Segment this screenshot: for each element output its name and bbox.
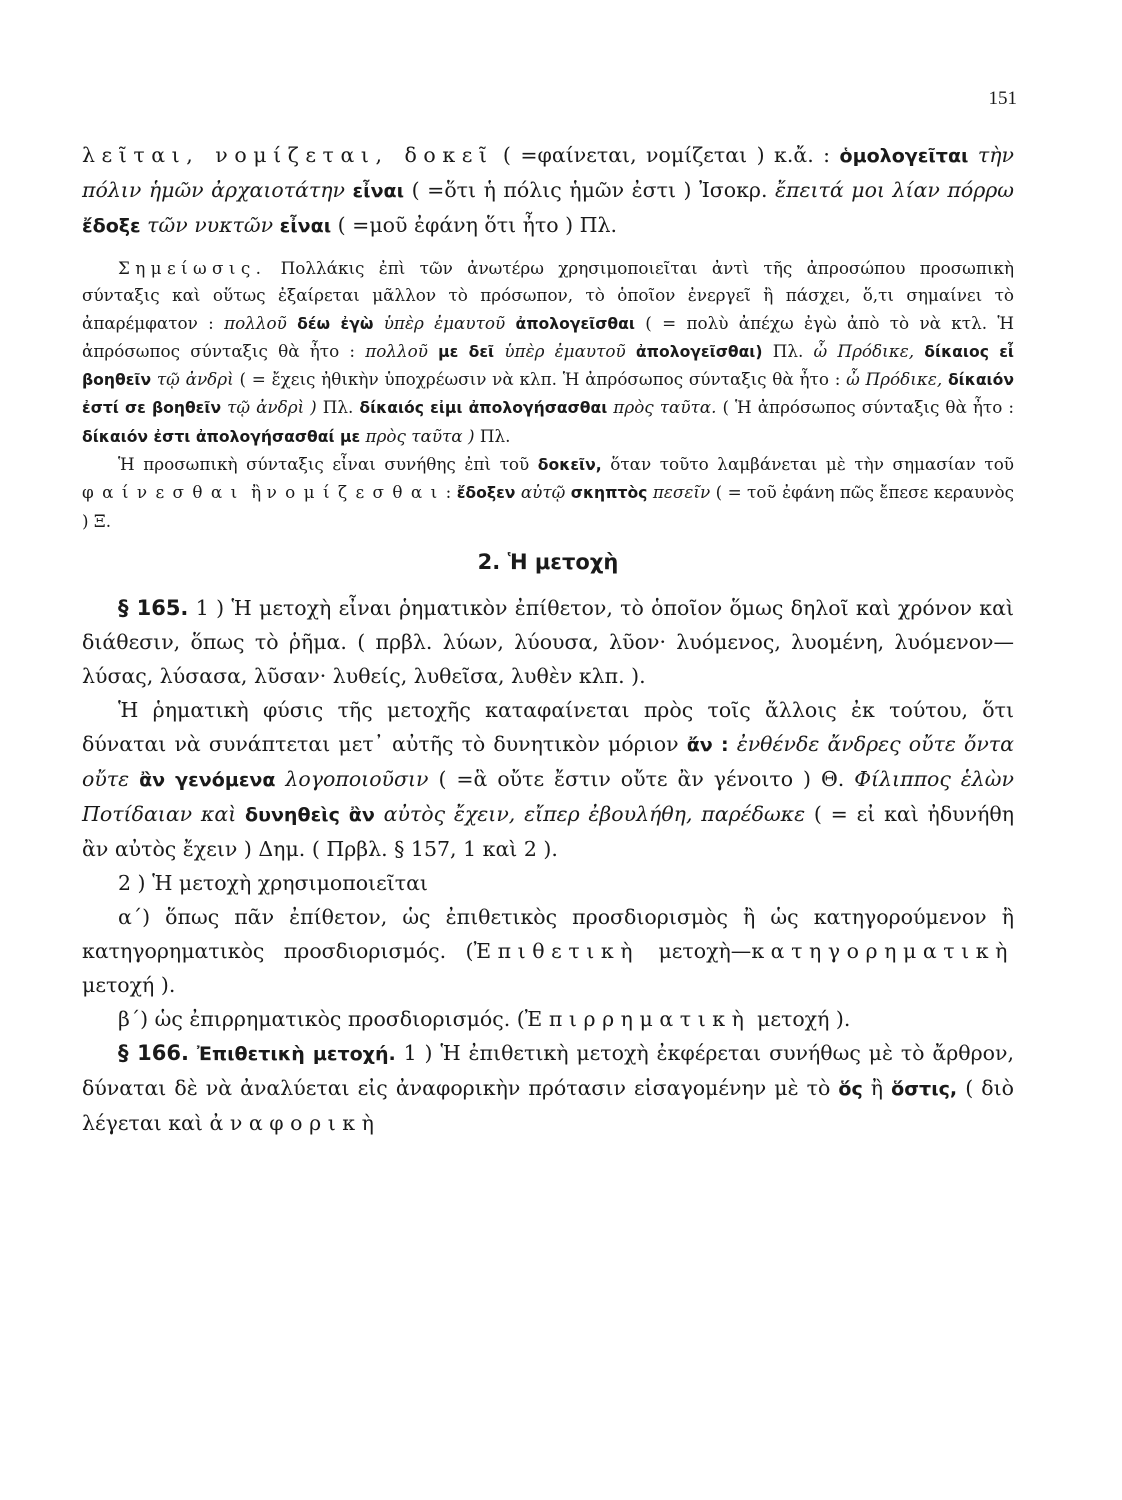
spaced-text: νομίζεσθαι xyxy=(266,482,446,503)
bold-text: ἀπολογεῖσθαι xyxy=(515,314,635,333)
text: 1 ) Ἡ μετοχὴ εἶναι ῥηματικὸν ἐπίθετον, τὸ ὁποῖον ὅμως δηλοῖ καὶ χρόνον καὶ διάθεσιν, ὅπως τὸ ῥῆμα. ( πρβλ. λύων, λύουσα, λῦον· λυόμενος, λυομένη, λυόμενον—λύσας, λύσασα, λῦσαν· λυθείς, λυθεῖσα, λυθὲν κλπ. ). xyxy=(82,595,1015,688)
spaced-text: ἀναφορικὴ xyxy=(209,1110,381,1135)
bold-text: εἶναι xyxy=(352,180,405,202)
spaced-text: λεῖται, νομίζεται, δοκεῖ xyxy=(82,143,494,167)
text: μετοχή ). xyxy=(82,972,176,997)
bold-text: δίκαιόν ἐστι ἀπολογήσασθαί με xyxy=(82,427,361,446)
italic-text: τῷ ἀνδρὶ xyxy=(151,369,234,390)
bold-text: δοκεῖν, xyxy=(537,456,602,475)
bold-text: δίκαιος εἶ βοηθεῖν xyxy=(82,342,1015,390)
text: Πλ. xyxy=(762,340,814,361)
text: β΄) ὡς ἐπιρρηματικὸς προσδιορισμός. ( xyxy=(118,1006,525,1031)
text: ( =ὅτι ἡ πόλις ἡμῶν ἐστι ) Ἰσοκρ. xyxy=(404,178,776,202)
spaced-text: κατηγορηματικὴ xyxy=(751,938,1014,963)
text: Πλ. xyxy=(316,397,360,418)
bold-text: ἀπολογεῖσθαι) xyxy=(635,342,763,361)
spacer xyxy=(82,243,1014,255)
text: ( =ἃ οὔτε ἔστιν οὔτε ἂν γένοιτο ) Θ. xyxy=(428,766,855,791)
text: ( Ἡ ἀπρόσωπος σύνταξις θὰ ἦτο : xyxy=(716,397,1014,418)
text: ( = τοῦ ἐφάνη πῶς ἔπεσε κεραυνὸς ) Ξ. xyxy=(82,482,1014,531)
italic-text: αὐτῷ xyxy=(515,482,571,503)
bold-text: ἄν : xyxy=(686,733,729,756)
italic-text: ἔπειτά μοι λίαν πόρρω xyxy=(775,178,1015,202)
bold-text: ἔδοξε xyxy=(82,215,141,237)
bold-text: δίκαιόν ἐστί σε βοηθεῖν xyxy=(82,371,1014,418)
italic-text: πολλοῦ xyxy=(365,340,439,361)
text: Πολλάκις ἐπὶ τῶν ἀνωτέρω χρησιμοποιεῖται ἀντὶ τῆς ἀπροσώπου προσωπικὴ σύνταξις καὶ οὕτως ἐξαίρεται μᾶλλον τὸ πρόσωπον, τὸ ὁποῖον ἐνεργεῖ ἢ πάσχει, ὅ,τι σημαίνει τὸ ἀπαρέμφατον : xyxy=(82,258,1014,333)
spaced-text: Ἐπιρρηματικὴ xyxy=(524,1006,751,1031)
bold-text: ὅς xyxy=(838,1077,863,1100)
section-165-paragraph xyxy=(82,591,1014,693)
text: μετοχή ). xyxy=(750,1006,851,1031)
text: Ἡ ῥηματικὴ φύσις τῆς μετοχῆς καταφαίνεται πρὸς τοῖς ἄλλοις ἐκ τούτου, ὅτι δύναται νὰ συνάπτεται μετ᾽ αὐτῆς τὸ δυνητικὸν μόριον xyxy=(82,697,1014,756)
text: ( =φαίνεται, νομίζεται ) κ.ἄ. : xyxy=(493,143,840,167)
note-label: Σημείωσις. xyxy=(118,258,267,278)
text: ( = ἔχεις ἠθικὴν ὑποχρέωσιν νὰ κλπ. Ἡ ἀπρόσωπος σύνταξις θὰ ἦτο : xyxy=(233,369,847,390)
bold-text: ἔδοξεν xyxy=(456,484,516,503)
text: α΄) ὅπως πᾶν ἐπίθετον, ὡς ἐπιθετικὸς προσδιορισμὸς ἢ ὡς κατηγορούμενον ἢ κατηγορηματικὸς προσδιορισμός. ( xyxy=(82,904,1014,963)
text: μετοχὴ— xyxy=(639,938,752,963)
text: ἢ xyxy=(862,1075,892,1100)
section-165-item-a xyxy=(82,900,1014,1002)
italic-text: Φίλιππος ἑλὼν Ποτίδαιαν καὶ xyxy=(82,766,1014,826)
bold-text: δίκαιός εἰμι ἀπολογήσασθαι xyxy=(359,399,608,418)
italic-text: πεσεῖν xyxy=(647,482,711,503)
italic-text: ἐνθένδε ἄνδρες οὔτε ὄντα οὔτε xyxy=(82,731,1014,791)
section-165-paragraph-3: 2 ) Ἡ μετοχὴ χρησιμοποιεῖται xyxy=(118,870,428,895)
bold-text: δυνηθεὶς ἂν xyxy=(245,803,375,826)
text: ( =μοῦ ἐφάνη ὅτι ἦτο ) Πλ. xyxy=(331,213,618,237)
bold-text: Ἐπιθετικὴ μετοχή. xyxy=(188,1042,396,1065)
bold-text: ἂν γενόμενα xyxy=(139,768,276,791)
spaced-text: Ἐπιθετικὴ xyxy=(473,938,640,963)
section-heading: 2. Ἡ μετοχὴ xyxy=(477,549,619,574)
text: Πλ. xyxy=(474,425,511,446)
text: ( = πολὺ ἀπέχω ἐγὼ ἀπὸ τὸ νὰ κτλ. Ἡ ἀπρόσωπος σύνταξις θὰ ἦτο : xyxy=(82,312,1015,361)
page-number: 151 xyxy=(988,88,1017,109)
bold-text: ὁμολογεῖται xyxy=(839,145,969,167)
italic-text: ὑπὲρ ἐμαυτοῦ xyxy=(373,312,516,333)
paragraph-impersonal-verbs xyxy=(82,138,1014,243)
text: ἢ xyxy=(245,482,267,503)
section-165-paragraph-2 xyxy=(82,693,1014,866)
section-165-item-b xyxy=(82,1002,1014,1036)
text: Ἡ προσωπικὴ σύνταξις εἶναι συνήθης ἐπὶ τοῦ xyxy=(118,454,538,475)
italic-text: λογοποιοῦσιν xyxy=(275,766,429,791)
section-number: § 166. xyxy=(118,1040,189,1065)
italic-text: τὴν πόλιν ἡμῶν ἀρχαιοτάτην xyxy=(82,143,1015,202)
italic-text: πρὸς ταῦτα ) xyxy=(360,425,475,446)
note-paragraph-2 xyxy=(82,451,1014,535)
bold-text: ὅστις, xyxy=(891,1077,958,1100)
text: ὅταν τοῦτο λαμβάνεται μὲ τὴν σημασίαν τοῦ xyxy=(601,454,1014,475)
bold-text: εἶναι xyxy=(279,215,332,237)
italic-text: πολλοῦ xyxy=(224,312,298,333)
text: 1 ) Ἡ ἐπιθετικὴ μετοχὴ ἐκφέρεται συνήθως μὲ τὸ ἄρθρον, δύναται δὲ νὰ ἀναλύεται εἰς ἀναφορικὴν πρότασιν εἰσαγομένην μὲ τὸ xyxy=(82,1040,1014,1100)
text: ( διὸ λέγεται καὶ xyxy=(82,1075,1014,1135)
bold-text: με δεῖ xyxy=(438,342,495,361)
section-number: § 165. xyxy=(118,595,189,620)
italic-text: ὦ Πρόδικε, xyxy=(846,369,948,390)
italic-text: ὦ Πρόδικε, xyxy=(813,340,925,361)
italic-text: τῷ ἀνδρὶ ) xyxy=(221,397,317,418)
section-166-paragraph xyxy=(82,1036,1014,1140)
text: ( = εἰ καὶ ἠδυνήθη ἂν αὐτὸς ἔχειν ) Δημ. ( Πρβλ. § 157, 1 καὶ 2 ). xyxy=(82,801,1014,861)
spaced-text: φαίνεσθαι xyxy=(82,482,246,503)
bold-text: σκηπτὸς xyxy=(570,484,648,503)
italic-text: τῶν νυκτῶν xyxy=(140,213,280,237)
page-body xyxy=(82,138,1014,1140)
italic-text: αὐτὸς ἔχειν, εἴπερ ἐβουλήθη, παρέδωκε xyxy=(374,801,806,826)
text: : xyxy=(445,482,457,503)
italic-text: πρὸς ταῦτα. xyxy=(607,397,717,418)
note-paragraph xyxy=(82,255,1014,451)
italic-text: ὑπὲρ ἐμαυτοῦ xyxy=(494,340,636,361)
bold-text: δέω ἐγὼ xyxy=(297,314,374,333)
